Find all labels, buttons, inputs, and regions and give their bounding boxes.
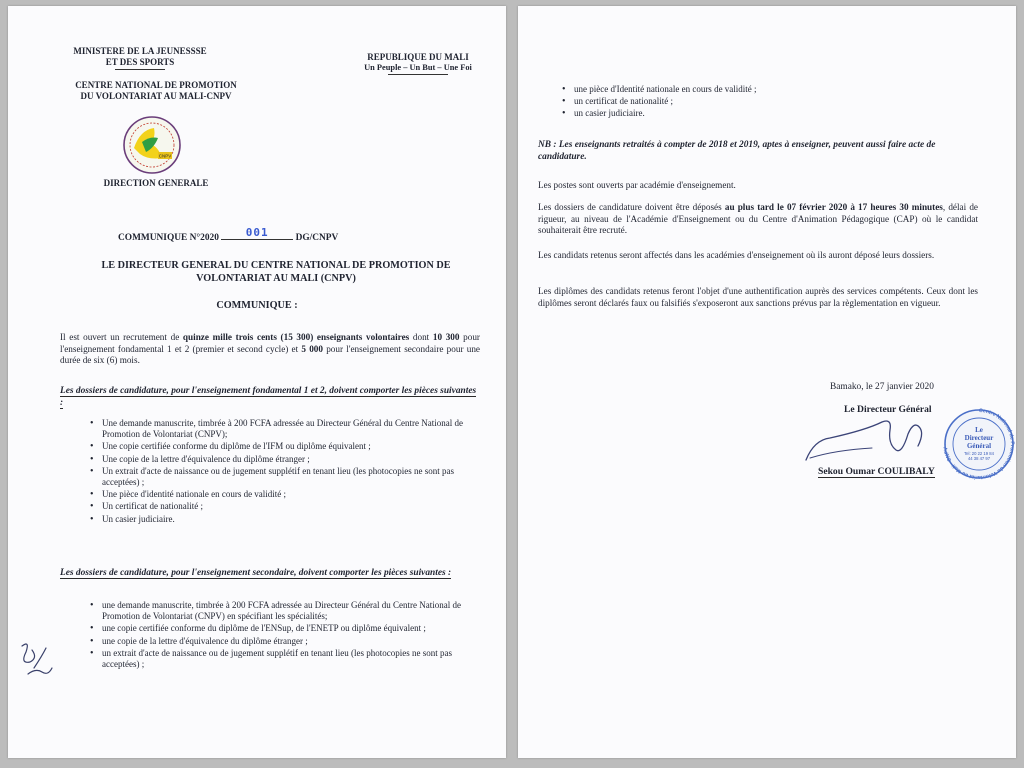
section1-heading: [60, 386, 480, 410]
list-item: • Une copie de la lettre d'équivalence du diplôme étranger ;: [88, 454, 488, 465]
stamp-tel-1: Tel: 20 22 19 84: [964, 451, 994, 456]
paragraph-deadline: [538, 202, 978, 237]
list-item: • un extrait d'acte de naissance ou de jugement supplétif en tenant lieu (les photocopies ne sont pas acceptées) ;: [88, 648, 488, 670]
paragraph-affectation: Les candidats retenus seront affectés dans les académies d'enseignement où ils auront déposé leurs dossiers.: [538, 250, 935, 260]
document-page-1: [8, 6, 506, 758]
list-item: • une demande manuscrite, timbrée à 200 FCFA adressée au Directeur Général du Centre National de Promotion de Volontariat (CNPV) en spécifiant les spécialités;: [88, 600, 488, 622]
nb-note: NB : Les enseignants retraités à compter de 2018 et 2019, aptes à enseigner, peuvent aussi faire acte de candidature.: [538, 140, 936, 162]
initials-signature-icon: [16, 638, 56, 682]
deadline-text-1: Les dossiers de candidature doivent être déposés: [538, 202, 725, 212]
section2-heading: [60, 568, 480, 580]
deadline-text-2: , délai de rigueur, au niveau de l'Académie d'Enseignement ou du Centre d'Animation Pédagogique (CAP) où le candidat souhaiterait être recruté.: [538, 202, 978, 236]
paragraph-authentification: Les diplômes des candidats retenus feront l'objet d'une authentification auprès des services compétents. Ceux dont les diplômes seront déclarés faux ou falsifiés s'exposeront aux sanctions prévus par la règlementation en vigueur.: [538, 286, 978, 308]
section2-heading-text: Les dossiers de candidature, pour l'enseignement secondaire, doivent comporter les pièces suivantes :: [60, 568, 452, 578]
signatory-name-wrap: [818, 466, 935, 477]
stamp-line-2: Directeur: [964, 434, 994, 442]
stamp-ring-text: Centre National de Promotion du Volontariat au Mali · CNPV ·: [942, 407, 1015, 481]
list-item: • Un casier judiciaire.: [88, 514, 488, 525]
section1-list: [88, 418, 488, 526]
intro-text-1: Il est ouvert un recrutement de: [60, 332, 183, 342]
signature-icon: [796, 410, 946, 470]
centre-line-1: CENTRE NATIONAL DE PROMOTION: [75, 80, 237, 90]
intro-bold-fondamental: 10 300: [432, 332, 460, 342]
national-motto: Un Peuple – Un But – Une Foi: [364, 63, 472, 72]
intro-text-3: pour l'enseignement fondamental 1 et 2 (premier et second cycle) et: [60, 332, 480, 354]
communique-heading: COMMUNIQUE :: [216, 300, 298, 311]
direction-generale: DIRECTION GENERALE: [103, 178, 209, 188]
intro-paragraph: [60, 332, 480, 367]
stamp-line-3: Général: [966, 442, 992, 450]
ministry-line-2: ET DES SPORTS: [105, 57, 175, 67]
document-page-2: [518, 6, 1016, 758]
ministry-header: [70, 46, 210, 70]
communique-number-line: [118, 226, 418, 244]
list-item: • Une demande manuscrite, timbrée à 200 FCFA adressée au Directeur Général du Centre National de Promotion de Volontariat (CNPV);: [88, 418, 488, 440]
communique-number: 001: [245, 226, 269, 239]
centre-header: [66, 80, 246, 102]
list-item: • Une pièce d'identité nationale en cours de validité ;: [88, 489, 488, 500]
list-item: • une copie de la lettre d'équivalence du diplôme étranger ;: [88, 636, 488, 647]
list-item: • un casier judiciaire.: [560, 108, 980, 119]
cnpv-logo: [112, 114, 192, 176]
section1-heading-text: Les dossiers de candidature, pour l'enseignement fondamental 1 et 2, doivent comporter les pièces suivantes :: [60, 386, 477, 408]
republic-header: [348, 52, 488, 75]
intro-text-2: dont: [409, 332, 433, 342]
deadline-bold: au plus tard le 07 février 2020 à 17 heures 30 minutes: [724, 202, 943, 212]
list-item: • une pièce d'Identité nationale en cours de validité ;: [560, 84, 980, 95]
date-line: Bamako, le 27 janvier 2020: [830, 382, 934, 392]
list-item: • Un certificat de nationalité ;: [88, 501, 488, 512]
logo-text: CNPV: [158, 153, 172, 159]
continued-list: [560, 84, 980, 121]
list-item: • un certificat de nationalité ;: [560, 96, 980, 107]
signatory-title: Le Directeur Général: [844, 404, 932, 415]
document-title: LE DIRECTEUR GENERAL DU CENTRE NATIONAL DE PROMOTION DE VOLONTARIAT AU MALI (CNPV): [101, 260, 451, 284]
ministry-line-1: MINISTERE DE LA JEUNESSSE: [73, 46, 207, 56]
intro-text-4: pour l'enseignement secondaire pour une durée de six (6) mois.: [60, 343, 480, 366]
stamp-tel-2: 44 38 47 97: [967, 456, 991, 461]
centre-line-2: DU VOLONTARIAT AU MALI-CNPV: [80, 91, 232, 101]
official-stamp-icon: [942, 398, 1016, 490]
stamp-line-1: Le: [975, 426, 983, 434]
paragraph-postes: Les postes sont ouverts par académie d'enseignement.: [538, 180, 736, 190]
list-item: • Un extrait d'acte de naissance ou de jugement supplétif en tenant lieu (les photocopies ne sont pas acceptées) ;: [88, 466, 488, 488]
cnpv-emblem-icon: [112, 114, 192, 176]
ministry-divider: [115, 69, 165, 70]
communique-number-prefix: COMMUNIQUE N°2020: [118, 233, 219, 243]
communique-number-suffix: DG/CNPV: [295, 233, 339, 243]
list-item: • une copie certifiée conforme du diplôme de l'ENSup, de l'ENETP ou diplôme équivalent ;: [88, 623, 488, 634]
signatory-name: Sekou Oumar COULIBALY: [818, 466, 935, 477]
motto-divider: [388, 74, 448, 75]
intro-bold-total: quinze mille trois cents (15 300) enseignants volontaires: [182, 332, 410, 342]
list-item: • Une copie certifiée conforme du diplôme de l'IFM ou diplôme équivalent ;: [88, 441, 488, 452]
intro-bold-secondaire: 5 000: [301, 343, 323, 354]
republic-title: REPUBLIQUE DU MALI: [367, 52, 469, 62]
section2-list: [88, 600, 488, 671]
